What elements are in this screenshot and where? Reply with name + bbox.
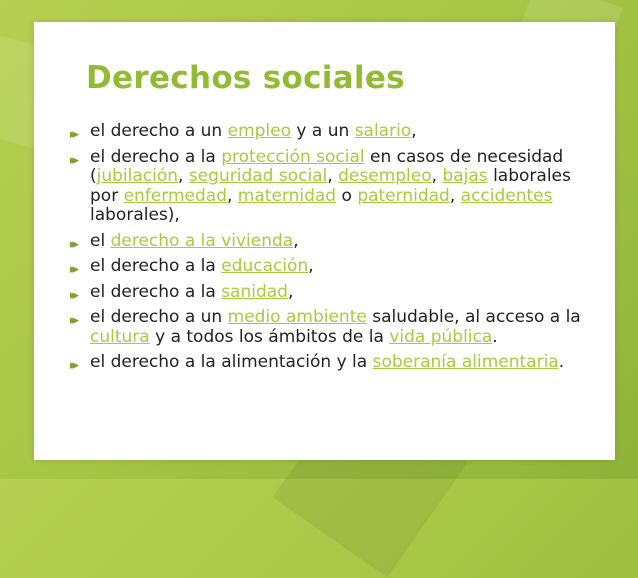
double-triangle-bullet-icon: ▸▸ — [70, 127, 76, 142]
bullet-text: en casos de necesidad ( — [90, 146, 564, 186]
bullet-text: el derecho a la — [90, 281, 222, 302]
bullet-text: , — [327, 166, 339, 186]
bullet-text: , — [287, 281, 294, 302]
bullet-text: laborales por — [90, 166, 571, 206]
double-triangle-bullet-icon: ▸▸ — [70, 236, 76, 252]
bullet-text: , — [293, 230, 299, 251]
double-triangle-bullet-icon: ▸▸ — [70, 262, 76, 277]
bullet-item — [70, 257, 590, 277]
bullet-link[interactable]: accidentes — [460, 185, 553, 206]
double-triangle-bullet-icon: ▸▸ — [70, 287, 76, 303]
bullet-link[interactable]: cultura — [90, 326, 150, 347]
bullet-list — [70, 122, 590, 379]
slide-panel — [34, 22, 615, 460]
bullet-link[interactable]: empleo — [227, 121, 292, 141]
bullet-item — [70, 122, 590, 142]
bullet-text: o — [336, 185, 358, 206]
bullet-item — [70, 283, 590, 303]
bullet-link[interactable]: jubilación — [96, 166, 179, 186]
bullet-text: el — [90, 230, 111, 251]
bullet-text: y a todos los ámbitos de la — [149, 326, 390, 347]
bullet-link[interactable]: enfermedad — [123, 185, 227, 206]
bullet-link[interactable]: paternidad — [357, 185, 450, 206]
bullet-text: , — [226, 185, 238, 206]
bullet-link[interactable]: medio ambiente — [227, 307, 367, 327]
slide-title: Derechos sociales — [86, 60, 405, 96]
bullet-text: saludable, al acceso a la — [366, 307, 581, 327]
bullet-link[interactable]: sanidad — [221, 281, 288, 302]
bullet-text: y a un — [291, 121, 355, 141]
bullet-text: el derecho a un — [90, 121, 228, 141]
bullet-text: el derecho a un — [90, 307, 228, 327]
bullet-link[interactable]: educación — [221, 256, 309, 276]
bullet-text: , — [431, 166, 443, 186]
bullet-text: . — [492, 326, 498, 347]
bullet-text: el derecho a la — [90, 146, 222, 167]
double-triangle-bullet-icon: ▸▸ — [70, 358, 76, 373]
bullet-text: el derecho a la — [90, 256, 222, 276]
bullet-link[interactable]: salario — [354, 121, 412, 141]
bullet-item — [70, 232, 590, 252]
bullet-text: , — [308, 256, 314, 276]
bullet-link[interactable]: seguridad social — [188, 166, 328, 186]
bullet-link[interactable]: bajas — [442, 166, 488, 186]
double-triangle-bullet-icon: ▸▸ — [70, 313, 76, 328]
bullet-text: el derecho a la alimentación y la — [90, 352, 373, 372]
bullet-link[interactable]: desempleo — [338, 166, 432, 186]
bullet-link[interactable]: vida pública — [389, 326, 493, 347]
bullet-link[interactable]: protección social — [221, 146, 365, 167]
bullet-item — [70, 353, 590, 373]
bullet-text: laborales), — [90, 205, 180, 225]
bullet-link[interactable]: derecho a la vivienda — [110, 230, 294, 251]
bullet-item — [70, 308, 590, 347]
double-triangle-bullet-icon: ▸▸ — [70, 152, 76, 168]
bullet-text: , — [178, 166, 189, 186]
bullet-text: , — [449, 185, 461, 206]
bullet-item — [70, 148, 590, 226]
bullet-link[interactable]: maternidad — [237, 185, 337, 206]
bullet-text: , — [411, 121, 417, 141]
bullet-link[interactable]: soberanía alimentaria — [372, 352, 559, 372]
bullet-text: . — [558, 352, 565, 372]
